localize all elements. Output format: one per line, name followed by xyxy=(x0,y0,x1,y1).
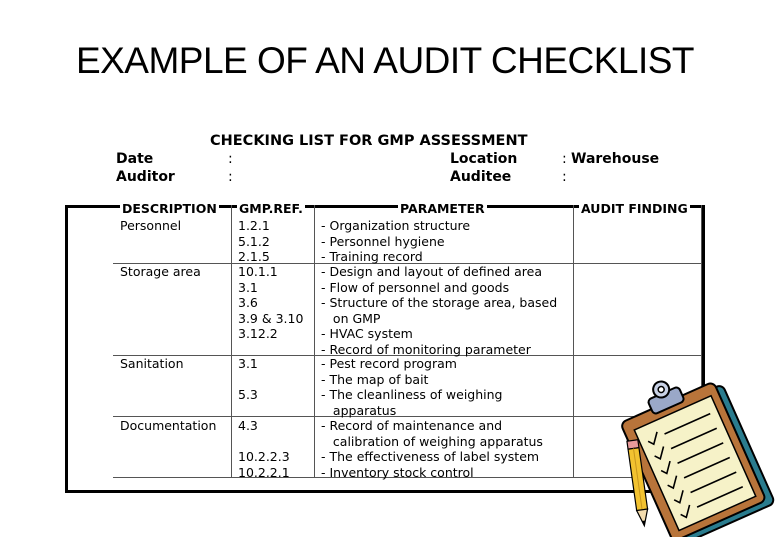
row-description: Sanitation xyxy=(120,356,184,371)
row-gmp-refs: 10.1.1 3.1 3.6 3.9 & 3.10 3.12.2 xyxy=(238,264,304,341)
header-gmp-ref: GMP.REF. xyxy=(239,201,303,216)
header-audit-finding: AUDIT FINDING xyxy=(581,201,688,216)
column-divider xyxy=(573,205,574,478)
row-description: Storage area xyxy=(120,264,201,279)
row-parameters: - Record of maintenance and calibration of weighing apparatus - The effectiveness of label system - Inventory stock control xyxy=(321,418,543,480)
header-description: DESCRIPTION xyxy=(122,201,217,216)
row-gmp-refs: 3.1 5.3 xyxy=(238,356,258,402)
date-label: Date xyxy=(116,151,154,167)
auditee-colon: : xyxy=(562,169,567,185)
auditee-label: Auditee xyxy=(450,169,512,185)
auditor-label: Auditor xyxy=(116,169,175,185)
location-label: Location xyxy=(450,151,518,167)
row-gmp-refs: 1.2.1 5.1.2 2.1.5 xyxy=(238,218,270,264)
row-parameters: - Pest record program - The map of bait - The cleanliness of weighing apparatus xyxy=(321,356,503,418)
date-colon: : xyxy=(228,151,233,167)
header-parameter: PARAMETER xyxy=(400,201,485,216)
location-value: Warehouse xyxy=(571,151,660,167)
row-description: Documentation xyxy=(120,418,217,433)
row-parameters: - Design and layout of defined area - Flow of personnel and goods - Structure of the storage area, based on GMP - HVAC system - Record of monitoring parameter xyxy=(321,264,558,357)
row-description: Personnel xyxy=(120,218,182,233)
slide-title: EXAMPLE OF AN AUDIT CHECKLIST xyxy=(75,40,695,81)
row-gmp-refs: 4.3 10.2.2.3 10.2.2.1 xyxy=(238,418,290,480)
row-parameters: - Organization structure - Personnel hygiene - Training record xyxy=(321,218,471,264)
auditor-colon: : xyxy=(228,169,233,185)
pencil-icon xyxy=(626,438,652,530)
column-divider xyxy=(314,205,315,478)
location-colon: : xyxy=(562,151,567,167)
checklist-title: CHECKING LIST FOR GMP ASSESSMENT xyxy=(210,133,528,149)
column-divider xyxy=(231,205,232,478)
